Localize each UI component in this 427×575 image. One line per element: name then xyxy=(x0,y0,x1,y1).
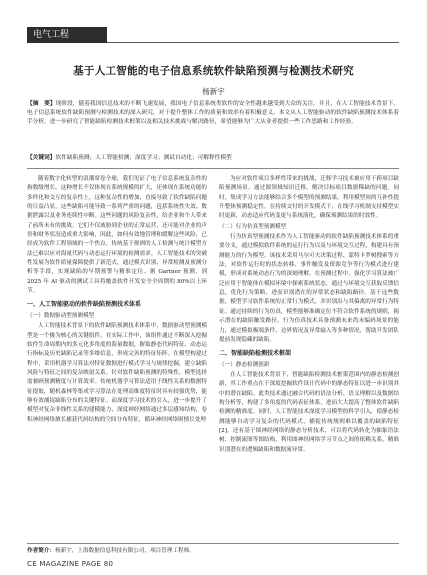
section-heading: 一、人工智能驱动的软件缺陷预测技术体系 xyxy=(27,301,142,309)
author-name: 杨新宇 xyxy=(202,87,225,96)
subsection-heading: （一）数据驱动型预测模型 xyxy=(27,312,95,319)
paragraph: 人工智能技术背景下的软件缺陷预测技术体系中，数据驱动型预测模型是一个极为核心的关键组件。在实际工作中，该组件通过不断深入挖掘软件生命周期内的多元化多角度的海量数据，摒取静态代码特征、动态运行指标及历史缺陷记录等多维信息，形成完善的特征矩阵。在模型构建过程中，采用机器学习算法对特征数据进行模式学习与规律挖掘，建立缺陷风险与特征之间的复杂映射关系。针对软件缺陷预测的特殊性，模型选择需兼顾预测精度与计算效率。传统机器学习算法适用于线性关系的数据特征提取，随机森林等集成学习算法在处理高维度特征时具有较强优势，能够有效捕捉缺陷分布的关键特征。而深度学习技术的引入，进一步提升了模型对复杂非线性关系的建模能力，深度神经网络通过多层感知结构，卷积神经网络擅长捕获代码结构的空间分布特征，循环神经网络则擅长处理 xyxy=(27,323,207,423)
abstract-label: 【摘 要】 xyxy=(27,101,56,107)
paragraph: 在人工智能技术背景下，智能缺陷检测技术框架范围内的静态检测创新，其工作重点在于深度挖掘软件设计代码中的静态特征以进一步识别其中的潜在缺陷。此类技术通过融合代码的语法分析、语义理解以及数据结构分析等，构建了多角度的代码表征体系，进而大大提高了整体软件缺陷检测的精准度。同时，人工智能技术深度学习模型的科学引入，使静态检测能够自动学习复杂的代码模式，捕捉传统规则难以覆盖的缺陷特征[2]。还有基于图神经网络的静态分析技术，可以将代码转化为抽象语法树、控制流图等图结构，利用图神经网络学习节点之间的依赖关系，精准识别潜在的逻辑缺陷和数据流异常。 xyxy=(219,371,399,453)
subsection-heading: （二）行为仿真型预测模型 xyxy=(219,223,287,230)
paragraph: 随着数字化转型的浪潮席卷全球，我们见证了电子信息系统复杂性的指数级增长，这种增长不仅体现在系统规模的扩大，还体现在系统功能的多样化和交互的复杂性上。这种复杂性的增加，直接导致了软件缺陷问题的日益凸显，这些缺陷可能导致一系列严重的问题，包括系统性失效、数据泄露以及业务连续性中断。这些问题的风险复杂性，给企业和个人带来了前所未有的挑战。它们不仅威胁到企业的正常运营，还可能对企业的声誉和财务状况造成重大影响，因此，如何有效地管理和缓解这些风险，已经成为软件工程领域的一个焦点。传统基于规则的人工检测与统计模型方法已难以应对海量代码与动态运行环境的检测需求。人工智能技术的突破性发展为软件质量保障提供了新范式，通过模式识别、异常检测及预测分析等手段，实现缺陷的早期预警与精准定位。据 Gartner 预测，到 2025 年 AI 驱动的测试工具将覆盖软件开发安全全周期的 80%以上环节。 xyxy=(27,176,207,295)
right-column xyxy=(219,175,399,455)
keywords xyxy=(27,154,399,163)
abstract-text: 现阶段，随着我国信息技术的不断飞速发展，我国电子信息系统类软件的安全性越来越受到大众的关注。并且，在人工智能技术背景下，电子信息系统软件缺陷预测与检测技术的深入研究，对于提升整体工作的质量和效率有着积极意义。本文从人工智能驱动的软件缺陷预测技术体系着手分析，进一步研究了智能缺陷检测技术框架以及相关技术挑战与解决路径，希望能够为广大从业者提供一些工作思路和工作经验。 xyxy=(27,101,400,126)
author-footnote xyxy=(27,546,399,554)
page-footer: CE MAGAZINE PAGE 80 xyxy=(27,560,114,568)
section-heading: 二、智能缺陷检测技术框架 xyxy=(219,350,292,358)
header-rule xyxy=(107,42,399,43)
footnote-rule xyxy=(27,543,399,544)
paragraph: 行为仿真型预测技术作为人工智能驱动的软件缺陷预测技术体系的重要分支，通过模拟软件系统的运行行为以及与环境交互过程，构建具有预测能力的行为模型。该技术采用马尔可夫决策过程、蒙特卡罗树搜索等方法，对软件运行时的状态转移、事件触发及资源竞争等行为模式进行建模，形成对系统动态行为的深刻理解。在预测过程中，强化学习算法被广泛应用于智能体在模拟环境中探索系统状态，通过与环境交互获取反馈信息，优化行为策略，进而识别潜在的异常状态和缺陷路径。基于这些数据，模型学习软件系统的正常行为模式，并识别出与其偏离的异常行为特征。通过持续的行为仿真，模型能够准确定位不符合软件系统的规则，揭示潜在的缺陷触发路径。行为仿真技术具备预测未来尚未编码场景的能力，通过模拟极端条件、边界情况及异常输入等多种情况，帮助开发团队提前发现隐藏的缺陷。 xyxy=(219,234,399,343)
abstract xyxy=(27,100,399,128)
keywords-text: 软件缺陷预测；人工智能检测；深度学习；测试自动化；可解释性模型 xyxy=(55,155,232,161)
footnote-text: 杨新宇，上海数据信息科技有限公司，项目管理工程师。 xyxy=(54,548,195,554)
keywords-label: 【关键词】 xyxy=(27,155,56,161)
footnote-label: 作者简介： xyxy=(27,548,55,554)
article-title: 基于人工智能的电子信息系统软件缺陷预测与检测技术研究 xyxy=(73,65,354,77)
left-column xyxy=(27,175,207,425)
paragraph: 为应对软件项目多样性带来的挑战，迁移学习技术被应用于跨项目缺陷预测场景，通过源领域知识迁移，解决目标项目数据稀缺的问题。同时，集成学习方法能够结合多个模型的预测结果，利用模型间的互补性提升整体预测稳定性。在持续交付的开发模式下，在线学习机制支持模型实时更新，动态适应代码变更与系统演化，确保预测结果的时效性。 xyxy=(219,176,399,220)
subsection-heading: （一）静态检测创新 xyxy=(219,361,270,368)
abstract-divider xyxy=(27,168,399,169)
section-tag: 电气工程 xyxy=(27,27,107,43)
